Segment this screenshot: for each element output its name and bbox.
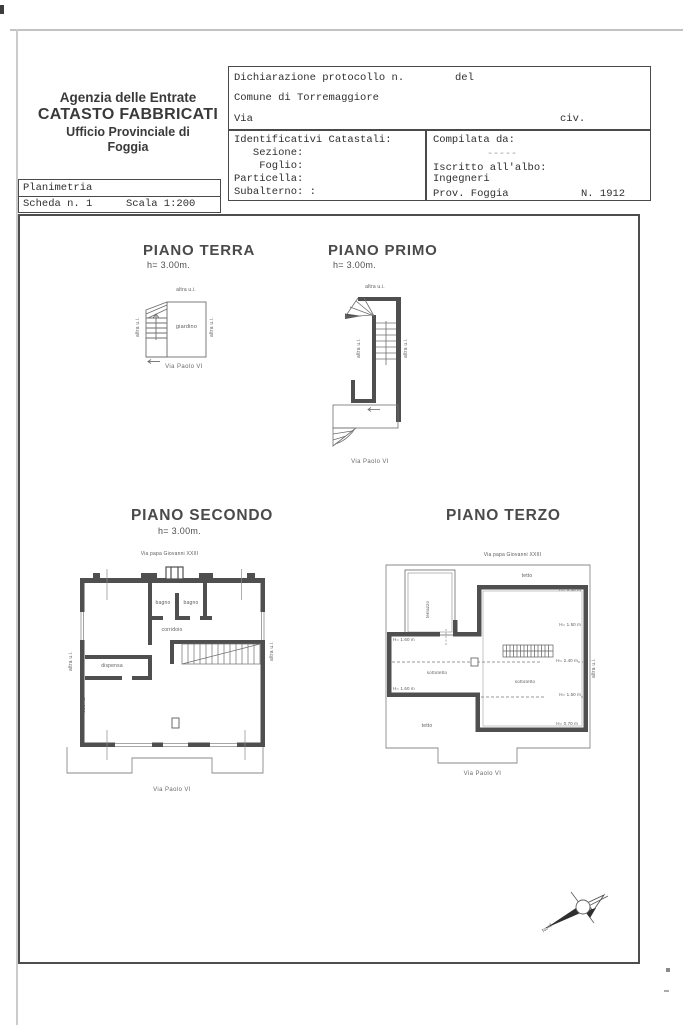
scan-speck-1 bbox=[666, 968, 670, 972]
terra-altra-ui-right-label: altra u.i. bbox=[209, 317, 215, 337]
albo-label: Iscritto all'albo: bbox=[433, 162, 547, 174]
secondo-dispensa-label: dispensa bbox=[101, 663, 123, 669]
secondo-cucina-label: cucina bbox=[81, 697, 87, 713]
terra-giardino-label: giardino bbox=[175, 324, 198, 330]
declaration-box bbox=[228, 66, 651, 201]
piano-primo-height: h= 3.00m. bbox=[333, 260, 376, 270]
agency-name: Agenzia delle Entrate bbox=[59, 90, 197, 105]
terzo-sottotetto2-label: sottotetto bbox=[514, 679, 536, 684]
piano-terra-plan bbox=[136, 288, 231, 373]
terzo-h070-label: H= 0.70 m bbox=[556, 721, 578, 726]
compilata-label: Compilata da: bbox=[433, 134, 515, 146]
piano-terra-title: PIANO TERRA bbox=[143, 242, 256, 259]
piano-terra-drawing bbox=[136, 288, 231, 373]
terzo-street-bottom-label: Via Paolo VI bbox=[463, 771, 502, 777]
piano-secondo-drawing bbox=[62, 552, 287, 797]
agency-header bbox=[28, 90, 228, 154]
terzo-h050-label: H= 0.50 m bbox=[559, 587, 581, 592]
prov-label: Prov. Foggia bbox=[433, 188, 509, 200]
planimetria-title: Planimetria bbox=[23, 182, 93, 194]
secondo-altra-ui-left-label: altra u.i. bbox=[68, 651, 74, 671]
secondo-street-top-label: Via papa Giovanni XXIII bbox=[140, 551, 199, 557]
terzo-terrazzo-label: terrazzo bbox=[425, 600, 430, 618]
catastali-particella: Particella: bbox=[234, 173, 304, 185]
secondo-corridoio-label: corridoio bbox=[161, 627, 183, 633]
terzo-h240-label: H= 2.40 m bbox=[542, 659, 578, 664]
piano-terzo-title: PIANO TERZO bbox=[446, 507, 561, 524]
comune-line: Comune di Torremaggiore bbox=[234, 92, 379, 104]
catastali-sezione: Sezione: bbox=[234, 147, 304, 159]
terzo-tetto-bottom-label: tetto bbox=[421, 723, 433, 729]
piano-primo-plan bbox=[330, 285, 420, 470]
office-city: Foggia bbox=[107, 139, 149, 154]
planimetria-divider bbox=[19, 196, 220, 198]
secondo-altra-ui-right-label: altra u.i. bbox=[269, 641, 275, 661]
protocol-del-label: del bbox=[455, 72, 474, 84]
planimetria-sheet: Scheda n. 1 bbox=[23, 198, 93, 210]
terra-altra-ui-top-label: altra u.i. bbox=[176, 287, 196, 293]
piano-secondo-height: h= 3.00m. bbox=[158, 526, 201, 536]
office-line: Ufficio Provinciale di bbox=[66, 124, 190, 139]
scan-corner-mark bbox=[0, 5, 4, 14]
compilata-redacted: ----- bbox=[487, 149, 518, 160]
protocol-label: Dichiarazione protocollo n. bbox=[234, 72, 405, 84]
piano-secondo-title: PIANO SECONDO bbox=[131, 507, 274, 524]
primo-altra-ui-left-label: altra u.i. bbox=[356, 338, 362, 358]
planimetria-scale: Scala 1:200 bbox=[126, 198, 196, 210]
albo-number: N. 1912 bbox=[581, 188, 626, 200]
terra-street-label: Via Paolo VI bbox=[165, 364, 203, 370]
secondo-street-bottom-label: Via Paolo VI bbox=[153, 787, 191, 793]
terzo-altra-ui-right-label: altra u.i. bbox=[591, 658, 597, 678]
secondo-bagno1-label: bagno bbox=[155, 600, 171, 606]
compass bbox=[538, 878, 638, 943]
terzo-h160a-label: H= 1.60 m bbox=[393, 637, 415, 642]
piano-primo-drawing bbox=[330, 285, 420, 470]
terra-altra-ui-left-label: altra u.i. bbox=[135, 317, 141, 337]
primo-altra-ui-top-label: altra u.i. bbox=[365, 284, 385, 290]
piano-terzo-drawing bbox=[385, 553, 640, 783]
declaration-h-divider bbox=[229, 129, 650, 131]
scan-speck-2 bbox=[664, 990, 669, 992]
catastali-subalterno: Subalterno: : bbox=[234, 186, 316, 198]
piano-terra-height: h= 3.00m. bbox=[147, 260, 190, 270]
terzo-h150a-label: H= 1.50 m bbox=[559, 622, 581, 627]
primo-altra-ui-right-label: altra u.i. bbox=[403, 338, 409, 358]
terzo-sottotetto1-label: sottotetto bbox=[426, 670, 448, 675]
primo-street-label: Via Paolo VI bbox=[351, 459, 389, 465]
compass-north-label: Nord bbox=[541, 922, 554, 935]
via-label: Via bbox=[234, 113, 253, 125]
terzo-h150b-label: H= 1.50 m bbox=[545, 693, 581, 698]
catastali-title: Identificativi Catastali: bbox=[234, 134, 392, 146]
terzo-street-top-label: Via papa Giovanni XXIII bbox=[483, 552, 542, 558]
declaration-v-divider bbox=[425, 131, 427, 201]
piano-terzo-plan bbox=[385, 553, 640, 783]
page-top-edge bbox=[10, 29, 683, 31]
piano-secondo-plan bbox=[62, 552, 287, 797]
piano-primo-title: PIANO PRIMO bbox=[328, 242, 438, 259]
secondo-bagno2-label: bagno bbox=[183, 600, 199, 606]
catastali-foglio: Foglio: bbox=[234, 160, 304, 172]
north-arrow-icon bbox=[538, 878, 638, 943]
planimetria-box bbox=[18, 179, 221, 213]
document-type-title: CATASTO FABBRICATI bbox=[37, 105, 219, 123]
civ-label: civ. bbox=[560, 113, 586, 125]
terzo-tetto-top-label: tetto bbox=[521, 573, 533, 579]
terzo-h160b-label: H= 1.60 m bbox=[393, 686, 415, 691]
albo-category: Ingegneri bbox=[433, 173, 490, 185]
